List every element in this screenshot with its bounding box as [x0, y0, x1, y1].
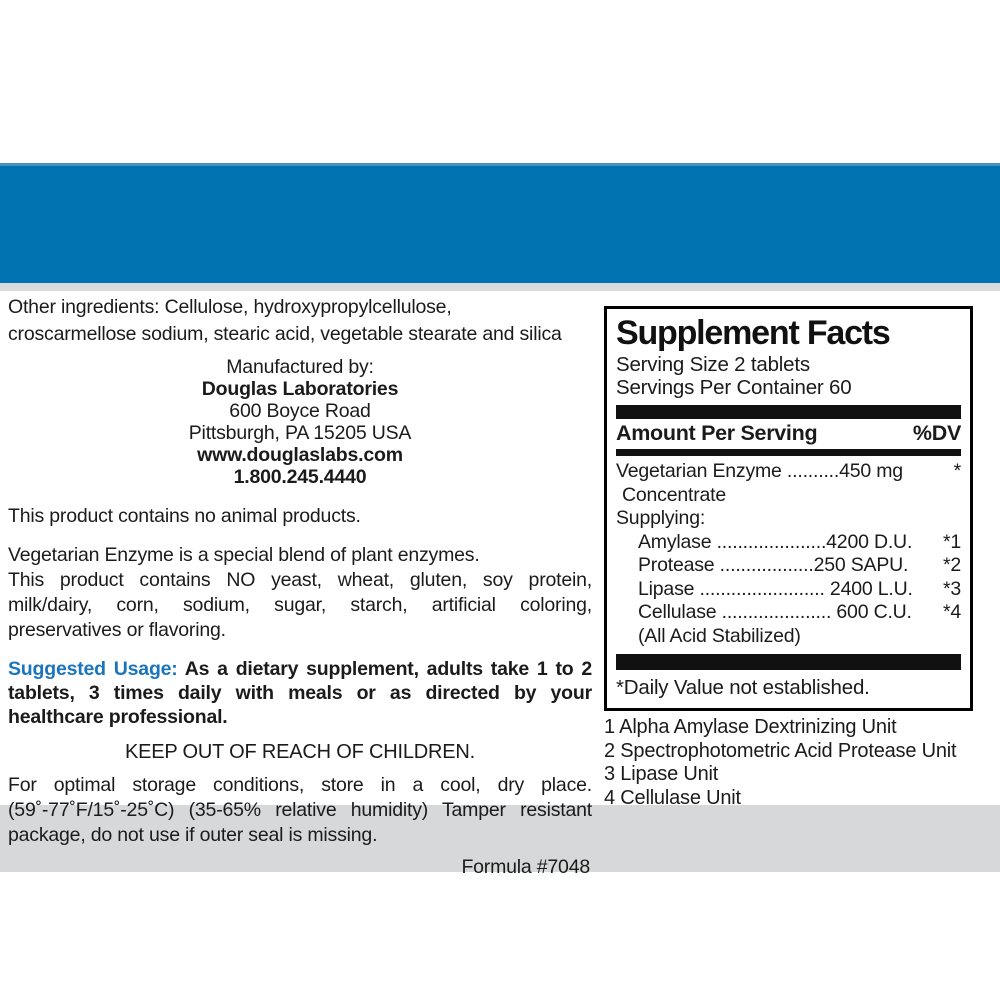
divider-bar-bottom	[616, 654, 961, 670]
suggested-usage	[8, 657, 592, 729]
nutrient-row	[616, 578, 961, 602]
supplement-rows	[616, 460, 961, 648]
divider-bar-thin	[616, 449, 961, 456]
other-ingredients-line: croscarmellose sodium, stearic acid, vegetable stearate and silica	[8, 322, 562, 345]
daily-value-note: *Daily Value not established.	[616, 676, 870, 699]
nutrient-row	[616, 484, 961, 508]
nutrient-dv	[933, 625, 961, 649]
unit-footnote: 3 Lipase Unit	[604, 763, 719, 785]
keep-out-warning: KEEP OUT OF REACH OF CHILDREN.	[125, 741, 475, 763]
nutrient-row	[616, 531, 961, 555]
divider-bar-thick	[616, 405, 961, 419]
left-text-column	[8, 294, 592, 880]
nutrient-text: Lipase ........................ 2400 L.U.	[638, 577, 913, 600]
nutrient-dv: *	[953, 460, 961, 482]
nutrient-text: Protease ..................250 SAPU.	[638, 554, 909, 576]
nutrient-row	[616, 554, 961, 578]
nutrient-text: Cellulase ..................... 600 C.U.	[638, 601, 912, 623]
nutrient-text: Amylase .....................4200 D.U.	[638, 530, 913, 553]
unit-footnote: 1 Alpha Amylase Dextrinizing Unit	[604, 716, 897, 738]
unit-footnotes	[604, 716, 973, 810]
nutrient-dv: *4	[942, 601, 961, 623]
contains-no-note: This product contains NO yeast, wheat, gluten, soy protein, milk/dairy, corn, sodium, sugar, starch, artificial coloring, preservatives or flavoring.	[8, 569, 592, 641]
formula-number: Formula #7048	[461, 856, 590, 878]
nutrient-text: (All Acid Stabilized)	[638, 624, 801, 647]
nutrient-text: Concentrate	[622, 483, 727, 506]
company-name: Douglas Laboratories	[201, 378, 399, 400]
manufactured-by: Manufactured by:	[226, 356, 374, 378]
address-line: 600 Boyce Road	[229, 400, 371, 422]
no-animal-products-note: This product contains no animal products.	[8, 505, 361, 527]
nutrient-dv: *3	[942, 577, 961, 600]
nutrient-row	[616, 507, 961, 531]
nutrient-dv: *1	[942, 530, 961, 553]
storage-instructions: For optimal storage conditions, store in a cool, dry place. (59˚-77˚F/15˚-25˚C) (35-65% relative humidity) Tamper resistant package, do not use if outer seal is missing.	[8, 774, 592, 846]
nutrient-dv	[933, 484, 961, 508]
unit-footnote: 2 Spectrophotometric Acid Protease Unit	[604, 739, 957, 762]
address-line: Pittsburgh, PA 15205 USA	[188, 422, 412, 444]
suggested-usage-text: As a dietary supplement, adults take 1 to 2 tablets, 3 times daily with meals or as directed by your healthcare professional.	[8, 658, 592, 728]
veg-blend-note: Vegetarian Enzyme is a special blend of plant enzymes.	[8, 544, 480, 566]
other-ingredients	[8, 294, 592, 347]
nutrient-row	[616, 460, 961, 484]
nutrient-text: Supplying:	[616, 507, 706, 529]
suggested-usage-label: Suggested Usage:	[8, 658, 178, 680]
supplement-facts-title: Supplement Facts	[616, 314, 890, 352]
amount-per-serving-header	[616, 421, 961, 446]
unit-footnote: 4 Cellulase Unit	[604, 786, 741, 809]
manufacturer-block	[8, 356, 592, 488]
nutrient-text: Vegetarian Enzyme ..........450 mg	[616, 460, 903, 482]
dv-header-label: %DV	[912, 421, 961, 445]
serving-size: Serving Size 2 tablets	[616, 353, 810, 376]
website: www.douglaslabs.com	[197, 444, 403, 466]
nutrient-dv: *2	[942, 554, 961, 576]
gray-divider-strip	[0, 283, 1000, 291]
blue-band	[0, 166, 1000, 283]
right-column	[604, 306, 973, 810]
nutrient-row	[616, 625, 961, 649]
nutrient-dv	[933, 507, 961, 531]
phone-number: 1.800.245.4440	[233, 466, 367, 488]
servings-per-container: Servings Per Container 60	[616, 376, 852, 399]
other-ingredients-line: Other ingredients: Cellulose, hydroxypropylcellulose,	[8, 296, 452, 318]
supplement-facts-panel	[604, 306, 973, 711]
amount-per-serving-label: Amount Per Serving	[616, 421, 818, 445]
nutrient-row	[616, 601, 961, 625]
